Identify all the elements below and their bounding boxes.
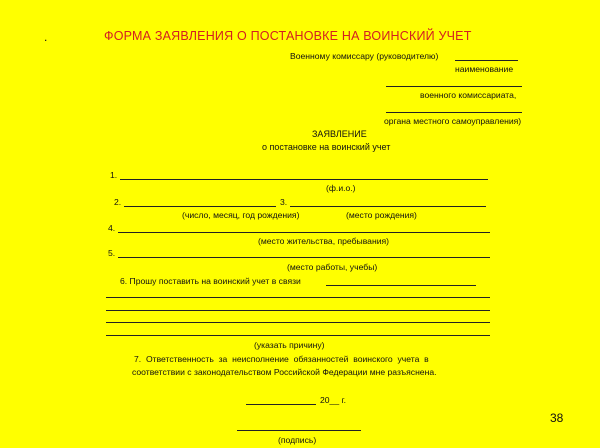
- clause-7-line-1: 7. Ответственность за неисполнение обязанностей воинского учета в: [134, 354, 429, 364]
- field-5-line[interactable]: [118, 257, 490, 258]
- reason-line-2[interactable]: [106, 310, 490, 311]
- field-3-hint: (место рождения): [346, 210, 417, 220]
- page-number: 38: [550, 411, 564, 425]
- field-4-hint: (место жительства, пребывания): [258, 236, 390, 246]
- reason-line-4[interactable]: [106, 335, 490, 336]
- field-2-hint: (число, месяц, год рождения): [182, 210, 300, 220]
- field-3-line[interactable]: [290, 206, 486, 207]
- addressee-commissariat: военного комиссариата,: [420, 90, 517, 100]
- document-heading: ЗАЯВЛЕНИЕ: [312, 129, 367, 139]
- clause-7-line-2: соответствии с законодательством Российской Федерации мне разъяснена.: [132, 367, 437, 377]
- date-line[interactable]: [246, 404, 316, 405]
- field-6-hint: (указать причину): [254, 340, 325, 350]
- page-title: ФОРМА ЗАЯВЛЕНИЯ О ПОСТАНОВКЕ НА ВОИНСКИЙ УЧЕТ: [104, 29, 472, 43]
- field-1-hint: (ф.и.о.): [326, 183, 356, 193]
- date-text: 20__ г.: [320, 395, 346, 405]
- field-4-line[interactable]: [118, 232, 490, 233]
- field-2-number: 2.: [114, 197, 122, 207]
- field-4-number: 4.: [108, 223, 116, 233]
- signature-line[interactable]: [237, 430, 361, 431]
- reason-line-1[interactable]: [106, 297, 490, 298]
- corner-mark: .: [44, 30, 48, 44]
- signature-hint: (подпись): [278, 435, 317, 445]
- field-6-text: 6. Прошу поставить на воинский учет в связи: [120, 276, 301, 286]
- field-5-hint: (место работы, учебы): [287, 262, 378, 272]
- addressee-line-2[interactable]: [386, 86, 522, 87]
- addressee-line-1[interactable]: [455, 60, 518, 61]
- field-3-number: 3.: [280, 197, 288, 207]
- addressee-name-hint: наименование: [455, 64, 514, 74]
- addressee-line-3[interactable]: [386, 112, 522, 113]
- addressee-authority: органа местного самоуправления): [384, 116, 522, 126]
- field-1-line[interactable]: [120, 179, 488, 180]
- document-subheading: о постановке на воинский учет: [262, 142, 391, 152]
- field-1-number: 1.: [110, 170, 118, 180]
- reason-line-3[interactable]: [106, 322, 490, 323]
- field-2-line[interactable]: [124, 206, 276, 207]
- field-6-line-inline[interactable]: [326, 285, 476, 286]
- field-5-number: 5.: [108, 248, 116, 258]
- addressee-to: Военному комиссару (руководителю): [290, 51, 439, 61]
